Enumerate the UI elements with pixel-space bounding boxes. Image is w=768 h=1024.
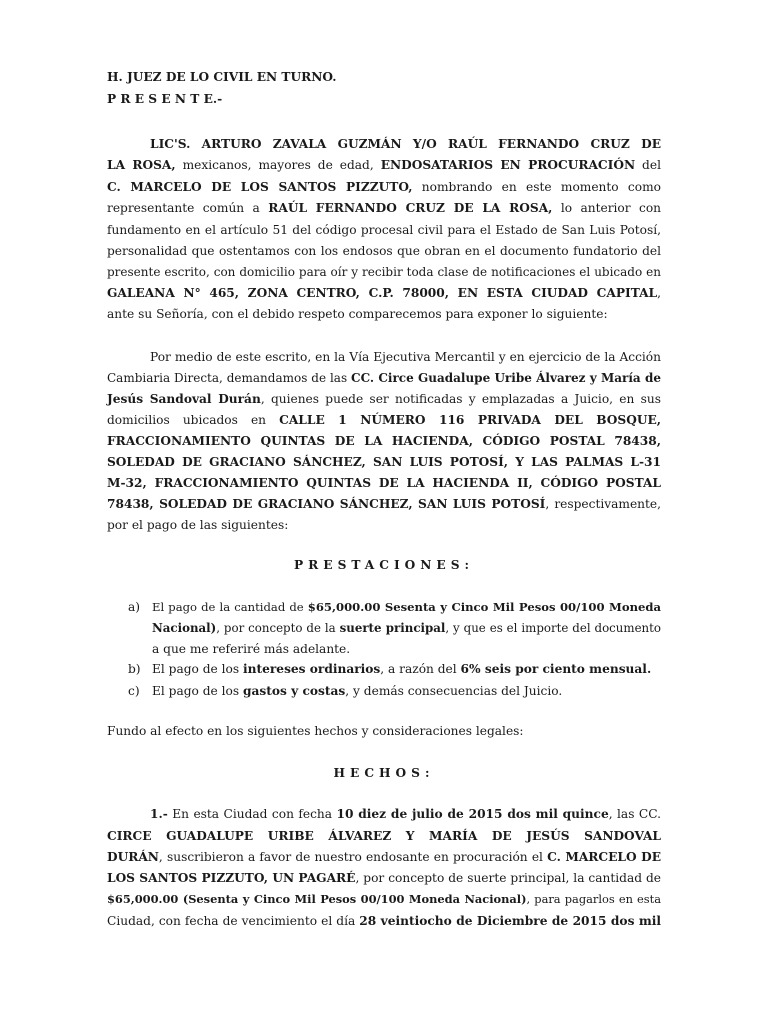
hecho-line: Ciudad, con fecha de vencimiento el día 28 veintiocho de Diciembre de 2015 dos mil [107,914,661,928]
intro-line: GALEANA N° 465, ZONA CENTRO, C.P. 78000, EN ESTA CIUDAD CAPITAL, [107,286,661,300]
intro-line: fundamento en el artículo 51 del código procesal civil para el Estado de San Luis Potosí, [107,223,661,237]
demand-line: M-32, FRACCIONAMIENTO QUINTAS DE LA HACIENDA II, CÓDIGO POSTAL [107,476,661,490]
hecho-line: $65,000.00 (Sesenta y Cinco Mil Pesos 00/100 Moneda Nacional), para pagarlos en esta [107,892,661,906]
list-item-b: El pago de los intereses ordinarios, a razón del 6% seis por ciento mensual. [152,662,652,676]
hecho-line: DURÁN, suscribieron a favor de nuestro endosante en procuración el C. MARCELO DE [107,850,661,864]
intro-line: ante su Señoría, con el debido respeto comparecemos para exponer lo siguiente: [107,307,608,321]
intro-line: LA ROSA, mexicanos, mayores de edad, ENDOSATARIOS EN PROCURACIÓN del [107,158,661,172]
intro-line: C. MARCELO DE LOS SANTOS PIZZUTO, nombrando en este momento como [107,180,661,194]
prestaciones-heading: PRESTACIONES: [294,558,474,572]
hecho-line: 1.- En esta Ciudad con fecha 10 diez de julio de 2015 dos mil quince, las CC. [150,807,661,821]
intro-line: personalidad que ostentamos con los endosos que obran en el documento fundatorio del [107,244,661,258]
fundo-line: Fundo al efecto en los siguientes hechos y consideraciones legales: [107,724,524,738]
demand-line: FRACCIONAMIENTO QUINTAS DE LA HACIENDA, CÓDIGO POSTAL 78438, [107,434,661,448]
demand-line: por el pago de las siguientes: [107,518,289,532]
list-marker-c: c) [128,684,140,698]
list-item-a: El pago de la cantidad de $65,000.00 Sesenta y Cinco Mil Pesos 00/100 Moneda [152,600,661,614]
hecho-line: CIRCE GUADALUPE URIBE ÁLVAREZ Y MARÍA DE JESÚS SANDOVAL [107,829,661,843]
demand-line: 78438, SOLEDAD DE GRACIANO SÁNCHEZ, SAN LUIS POTOSÍ, respectivamente, [107,497,661,511]
list-marker-b: b) [128,662,141,676]
hecho-line: LOS SANTOS PIZZUTO, UN PAGARÉ, por concepto de suerte principal, la cantidad de [107,871,661,885]
demand-line: domicilios ubicados en CALLE 1 NÚMERO 116 PRIVADA DEL BOSQUE, [107,413,661,427]
demand-line: Jesús Sandoval Durán, quienes puede ser notificadas y emplazadas a Juicio, en sus [107,392,661,406]
addressee-presente: P R E S E N T E.- [107,92,223,106]
addressee-judge: H. JUEZ DE LO CIVIL EN TURNO. [107,70,337,84]
list-item-a: Nacional), por concepto de la suerte principal, y que es el importe del documento [152,621,661,635]
demand-line: Cambiaria Directa, demandamos de las CC. Circe Guadalupe Uribe Álvarez y María de [107,371,661,385]
list-marker-a: a) [128,600,141,614]
demand-line: Por medio de este escrito, en la Vía Ejecutiva Mercantil y en ejercicio de la Acción [150,350,661,364]
demand-line: SOLEDAD DE GRACIANO SÁNCHEZ, SAN LUIS POTOSÍ, Y LAS PALMAS L-31 [107,455,661,469]
intro-line: presente escrito, con domicilio para oír y recibir toda clase de notificaciones el ubicado en [107,265,661,279]
list-item-c: El pago de los gastos y costas, y demás consecuencias del Juicio. [152,684,563,698]
intro-line: representante común a RAÚL FERNANDO CRUZ DE LA ROSA, lo anterior con [107,201,662,215]
hechos-heading: HECHOS: [333,766,435,780]
intro-line: LIC'S. ARTURO ZAVALA GUZMÁN Y/O RAÚL FERNANDO CRUZ DE [150,137,661,151]
list-item-a: a que me referiré más adelante. [152,642,351,656]
